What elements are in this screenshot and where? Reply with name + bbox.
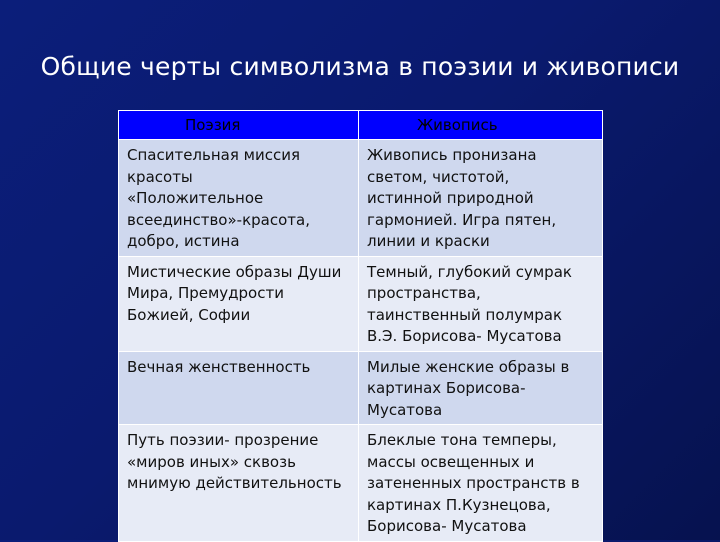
comparison-table	[118, 110, 603, 542]
header-painting: Живопись	[359, 111, 603, 140]
painting-cell: Милые женские образы в картинах Борисова- Мусатова	[359, 351, 603, 425]
poetry-cell: Мистические образы Души Мира, Премудрости Божией, Софии	[119, 256, 359, 351]
header-poetry: Поэзия	[119, 111, 359, 140]
table-row	[119, 140, 603, 257]
painting-cell: Блеклые тона темперы, массы освещенных и затененных пространств в картинах П.Кузнецова, Борисова- Мусатова	[359, 425, 603, 542]
table-header-row	[119, 111, 603, 140]
poetry-cell: Спасительная миссия красоты «Положительное всеединство»-красота, добро, истина	[119, 140, 359, 257]
poetry-cell: Вечная женственность	[119, 351, 359, 425]
table-row	[119, 425, 603, 542]
table-row	[119, 256, 603, 351]
painting-cell: Живопись пронизана светом, чистотой, истинной природной гармонией. Игра пятен, линии и краски	[359, 140, 603, 257]
painting-cell: Темный, глубокий сумрак пространства, таинственный полумрак В.Э. Борисова- Мусатова	[359, 256, 603, 351]
slide-title: Общие черты символизма в поэзии и живописи	[40, 52, 680, 81]
table-row	[119, 351, 603, 425]
poetry-cell: Путь поэзии- прозрение «миров иных» сквозь мнимую действительность	[119, 425, 359, 542]
